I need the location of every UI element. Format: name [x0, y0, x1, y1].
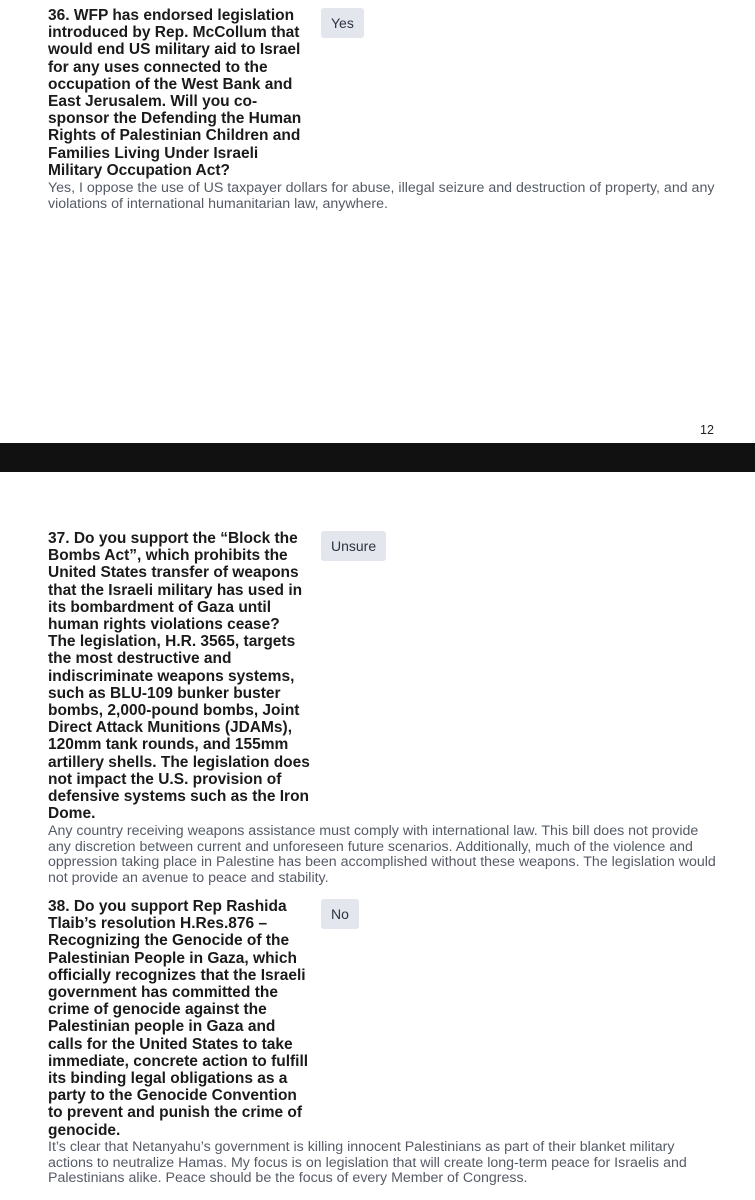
document-page-13: [0, 472, 755, 1200]
document-page-12: [0, 0, 755, 443]
response-badge-38: No: [321, 899, 359, 929]
question-36: 36. WFP has endorsed legislation introduced by Rep. McCollum that would end US military aid to Israel for any uses connected to the occupation of the West Bank and East Jerusalem. Will you co-sponsor the Defending the Human Rights of Palestinian Children and Families Living Under Israeli Military Occupation Act?: [48, 7, 302, 179]
answer-36: Yes, I oppose the use of US taxpayer dollars for abuse, illegal seizure and destruction of property, and any violations of international humanitarian law, anywhere.: [48, 180, 715, 212]
question-37: 37. Do you support the “Block the Bombs Act”, which prohibits the United States transfer of weapons that the Israeli military has used in its bombardment of Gaza until human rights violations cease? The legislation, H.R. 3565, targets the most destructive and indiscriminate weapons systems, such as BLU-109 bunker buster bombs, 2,000-pound bombs, Joint Direct Attack Munitions (JDAMs), 120mm tank rounds, and 155mm artillery shells. The legislation does not impact the U.S. provision of defensive systems such as the Iron Dome.: [48, 530, 310, 823]
response-badge-36: Yes: [321, 8, 364, 38]
page-number: 12: [700, 423, 714, 437]
answer-38: It’s clear that Netanyahu’s government is killing innocent Palestinians as part of their blanket military actions to neutralize Hamas. My focus is on legislation that will create long-term peace for Israelis and Palestinians alike. Peace should be the focus of every Member of Congress.: [48, 1139, 687, 1187]
question-38: 38. Do you support Rep Rashida Tlaib’s resolution H.Res.876 – Recognizing the Genocide of the Palestinian People in Gaza, which officially recognizes that the Israeli government has committed the crime of genocide against the Palestinian people in Gaza and calls for the United States to take immediate, concrete action to fulfill its binding legal obligations as a party to the Genocide Convention to prevent and punish the crime of genocide.: [48, 898, 309, 1139]
page-divider: [0, 443, 755, 472]
response-badge-37: Unsure: [321, 531, 386, 561]
answer-37: Any country receiving weapons assistance must comply with international law. This bill does not provide any discretion between current and unforeseen future scenarios. Additionally, much of the violence and oppression taking place in Palestine has been accomplished without these weapons. The legislation would not provide an avenue to peace and stability.: [48, 823, 716, 886]
